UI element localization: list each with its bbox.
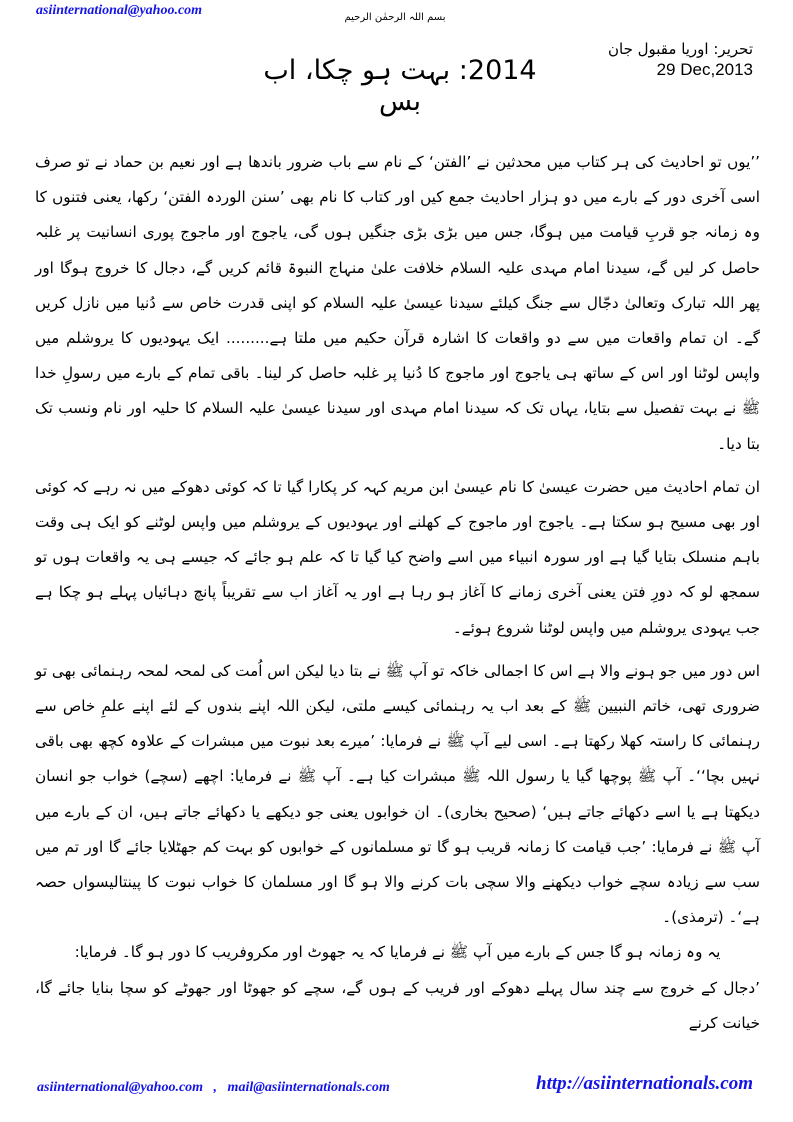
paragraph-5: ’دجال کے خروج سے چند سال پہلے دھوکے اور فریب کے ہوں گے، سچے کو جھوٹا اور جھوٹے کو سچا بنایا جائے گا، خیانت کرنے: [35, 978, 760, 1032]
paragraph-2: ان تمام احادیث میں حضرت عیسیٰ کا نام عیسیٰ ابن مریم کہہ کر پکارا گیا تا کہ کوئی دھوکے میں نہ رہے کہ کوئی اور بھی مسیح ہو سکتا ہے۔ یاجوج اور ماجوج کے کھلنے اور یہودیوں کے یروشلم میں واپس لوٹنے کو ایک ہی وقت باہم منسلک بتایا گیا ہے اور سورہ انبیاء میں اسے واضح کیا گیا تا کہ علم ہو جائے کہ جیسے ہی یہ واقعات ہوں تو سمجھ لو کہ دورِ فتن یعنی آخری زمانے کا آغاز ہو رہا ہے اور یہ آغاز اب سے تقریباً پانچ دہائیاں پہلے ہو چکا ہے جب یہودی یروشلم میں واپس لوٹنا شروع ہوئے۔: [35, 477, 760, 637]
header-email-link[interactable]: asiinternational@yahoo.com: [36, 3, 203, 18]
article-title: 2014: بہت ہو چکا، اب بس: [263, 55, 537, 117]
article-date: 29 Dec,2013: [656, 60, 753, 79]
author-byline: تحریر: اوریا مقبول جان: [608, 40, 753, 58]
article-body: [35, 145, 760, 1041]
paragraph-1: ’’یوں تو احادیث کی ہر کتاب میں محدثین نے ’الفتن‘ کے نام سے باب ضرور باندھا ہے اور نعیم بن حماد نے تو صرف اسی آخری دور کے بارے میں دو ہزار احادیث جمع کیں اور کتاب کا نام بھی ’سنن الوردہ الفتن‘ رکھا، یعنی فتنوں کا وہ زمانہ جو قربِ قیامت میں ہوگا، جس میں بڑی بڑی جنگیں ہوں گی، یاجوج اور ماجوج پوری انسانیت پر غلبہ حاصل کر لیں گے، سیدنا امام مہدی علیہ السلام خلافت علیٰ منہاج النبوۃ قائم کریں گے، دجال کا خروج ہوگا اور پھر اللہ تبارک وتعالیٰ دجّال سے جنگ کیلئے سیدنا عیسیٰ علیہ السلام کو اپنی قدرت خاص سے دُنیا میں نازل کریں گے۔ ان تمام واقعات میں سے دو واقعات کا اشارہ قرآن حکیم میں ملتا ہے......... ایک یہودیوں کا یروشلم میں واپس لوٹنا اور اس کے ساتھ ہی یاجوج اور ماجوج کا دُنیا پر غلبہ حاصل کر لینا۔ باقی تمام کے بارے میں رسولِ خدا ﷺ نے بہت تفصیل سے بتایا، یہاں تک کہ سیدنا امام مہدی اور سیدنا عیسیٰ علیہ السلام کا حلیہ اور نام ونسب تک بتا دیا۔: [35, 153, 760, 453]
paragraph-4: یہ وہ زمانہ ہو گا جس کے بارے میں آپ ﷺ نے فرمایا کہ یہ جھوٹ اور مکروفریب کا دور ہو گا۔ فرمایا:: [74, 943, 721, 962]
footer-website-link[interactable]: http://asiinternationals.com: [536, 1073, 753, 1094]
bismillah-heading: بسم اللہ الرحمٰن الرحیم: [344, 12, 446, 23]
footer-email-links[interactable]: asiinternational@yahoo.com , mail@asiinternationals.com: [37, 1080, 390, 1095]
paragraph-3: اس دور میں جو ہونے والا ہے اس کا اجمالی خاکہ تو آپ ﷺ نے بتا دیا لیکن اس اُمت کی لمحہ لمحہ رہنمائی بھی تو ضروری تھی، خاتم النبیین ﷺ کے بعد اب یہ رہنمائی کیسے ملتی، لیکن اللہ اپنے بندوں کے لئے اپنے علمِ خاص سے رہنمائی کا راستہ کھلا رکھتا ہے۔ اسی لیے آپ ﷺ نے فرمایا: ’میرے بعد نبوت میں مبشرات کے علاوہ کچھ بھی باقی نہیں بچا‘‘۔ آپ ﷺ پوچھا گیا یا رسول اللہ ﷺ مبشرات کیا ہے۔ آپ ﷺ نے فرمایا: اچھے (سچے) خواب جو انسان دیکھتا ہے یا اسے دکھائے جاتے ہیں‘ (صحیح بخاری)۔ ان خوابوں یعنی جو دیکھے یا دکھائے جاتے ہیں، ان کے بارے میں آپ ﷺ نے فرمایا: ’جب قیامت کا زمانہ قریب ہو گا تو مسلمانوں کے خوابوں کو بہت کم جھٹلایا جائے گا اور تم میں سب سے زیادہ سچے خواب دیکھنے والا سچی بات کرنے والا ہو گا اور مسلمان کا خواب نبوت کا پینتالیسواں حصہ ہے‘۔ (ترمذی)۔: [35, 661, 760, 927]
